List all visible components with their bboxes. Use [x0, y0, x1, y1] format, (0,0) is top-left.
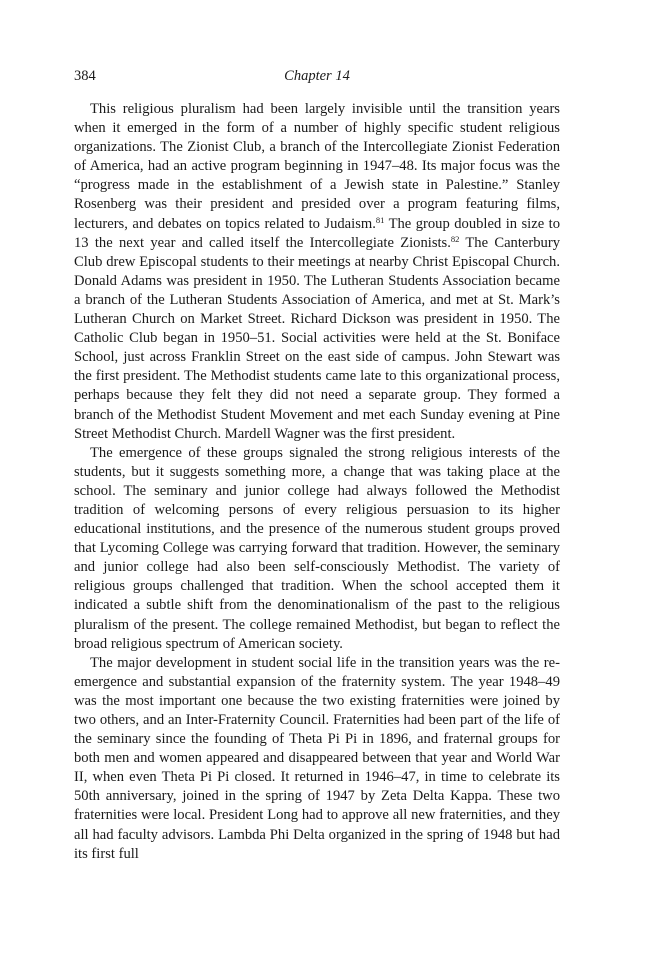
paragraph [74, 654, 560, 864]
footnote-marker: 82 [450, 233, 460, 244]
paragraph-text: The major development in student social life in the transition years was the re-emergence and substantial expansion of the fraternity system. The year 1948–49 was the most important one because the two existing fraternities were joined by two others, and an Inter-Fraternity Council. Fraternities had been part of the life of the seminary since the founding of Theta Pi Pi in 1896, and fraternal groups for both men and women appeared and disappeared between that year and World War II, when even Theta Pi Pi closed. It returned in 1946–47, in time to celebrate its 50th anniversary, joined in the spring of 1947 by Zeta Delta Kappa. These two fraternities were local. President Long had to approve all new fraternities, and they all had faculty advisors. Lambda Phi Delta organized in the spring of 1948 but had its first full [74, 654, 560, 862]
page-number: 384 [74, 68, 96, 84]
footnote-marker: 81 [375, 214, 385, 225]
paragraph-text: The group doubled in size to 13 the next year and called itself the Intercollegiate Zionists. [74, 215, 560, 251]
paragraph-text: This religious pluralism had been largely invisible until the transition years when it emerged in the form of a number of highly specific student religious organizations. The Zionist Club, a branch of the Intercollegiate Zionist Federation of America, had an active program beginning in 1947–48. Its major focus was the “progress made in the establishment of a Jewish state in Palestine.” Stanley Rosenberg was their president and presided over a program featuring films, lecturers, and debates on topics related to Judaism. [74, 101, 560, 232]
paragraph [74, 100, 560, 444]
paragraph-text: The emergence of these groups signaled the strong religious interests of the students, but it suggests something more, a change that was taking place at the school. The seminary and junior college had always followed the Methodist tradition of welcoming persons of every religious persuasion to its higher educational institutions, and the presence of the numerous student groups proved that Lycoming College was carrying forward that tradition. However, the seminary and junior college had also been self-consciously Methodist. The variety of religious groups challenged that tradition. When the school accepted them it indicated a subtle shift from the denominationalism of the past to the religious pluralism of the present. The college remained Methodist, but began to reflect the broad religious spectrum of American society. [74, 444, 560, 652]
paragraph [74, 444, 560, 654]
paragraph-text: The Canterbury Club drew Episcopal students to their meetings at nearby Christ Episcopal Church. Donald Adams was president in 1950. The Lutheran Students Association became a branch of the Lutheran Students Association of America, and met at St. Mark’s Lutheran Church on Market Street. Richard Dickson was president in 1950. The Catholic Club began in 1950–51. Social activities were held at the St. Boniface School, just across Franklin Street on the east side of campus. John Stewart was the first president. The Methodist students came late to this organizational process, perhaps because they felt they did not need a separate group. They formed a branch of the Methodist Student Movement and met each Sunday evening at Pine Street Methodist Church. Mardell Wagner was the first president. [74, 234, 560, 442]
chapter-title: Chapter 14 [284, 68, 350, 84]
body-text [74, 100, 560, 864]
running-head [74, 66, 560, 86]
